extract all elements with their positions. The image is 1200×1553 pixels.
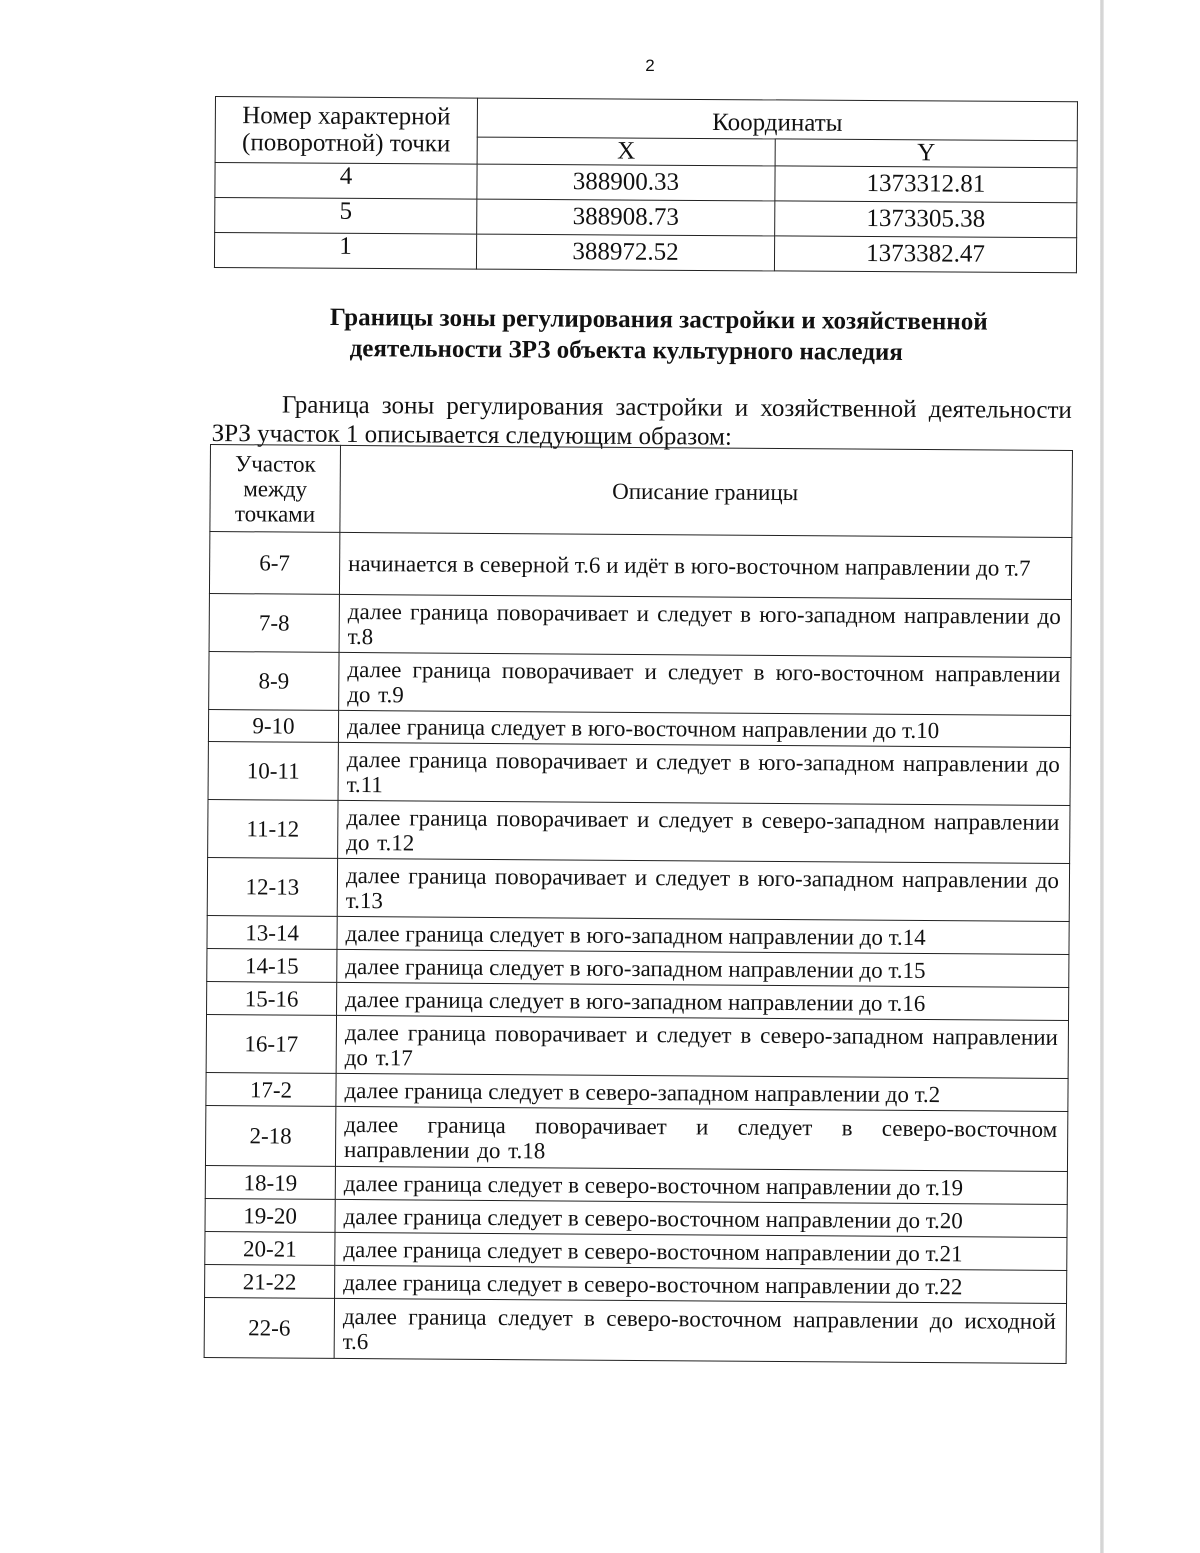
table-row: [209, 651, 1071, 715]
table-row: [204, 1297, 1066, 1363]
intro-line-1: Граница зоны регулирования застройки и хозяйственной деятельности: [281, 391, 1072, 425]
point-number: 1: [214, 233, 476, 270]
page-number: 2: [645, 56, 655, 75]
segment-label: 8-9: [209, 651, 339, 710]
segment-label: 15-16: [207, 981, 337, 1015]
coordinate-y: 1373382.47: [774, 236, 1076, 273]
table-row: [215, 198, 1077, 238]
point-number: 5: [215, 198, 477, 235]
table-row: [215, 163, 1077, 203]
column-header-y: Y: [775, 139, 1077, 168]
section-heading-line-1: Границы зоны регулирования застройки и хозяйственной: [329, 303, 988, 336]
table-row: [205, 1105, 1067, 1171]
segment-description: далее граница следует в юго-западном направлении до т.16: [337, 982, 1069, 1020]
segment-label: 10-11: [208, 741, 338, 800]
table-row: [208, 741, 1070, 805]
segment-description: далее граница поворачивает и следует в северо-восточном направлении до т.18: [335, 1106, 1067, 1171]
segment-label: 21-22: [205, 1264, 335, 1298]
coordinate-x: 388972.52: [476, 234, 774, 271]
coordinate-x: 388900.33: [477, 164, 775, 201]
column-header-point: Номер характерной (поворотной) точки: [215, 97, 477, 165]
segment-description: далее граница следует в северо-восточном направлении до т.22: [335, 1265, 1067, 1303]
section-heading-line-2: деятельности ЗРЗ объекта культурного наследия: [349, 335, 903, 366]
column-header-segment: Участок между точками: [210, 445, 341, 533]
segment-description: далее граница следует в северо-восточном направлении до исходной т.6: [334, 1298, 1066, 1363]
segment-description: далее граница следует в юго-восточном направлении до т.10: [338, 710, 1070, 747]
segment-description: далее граница поворачивает и следует в юго-восточном направлении до т.9: [339, 652, 1071, 715]
coordinate-x: 388908.73: [477, 199, 775, 236]
segment-label: 19-20: [205, 1198, 335, 1232]
scan-edge-shadow: [1100, 0, 1104, 1553]
segment-label: 6-7: [209, 532, 339, 595]
table-row: [209, 532, 1071, 600]
point-number: 4: [215, 163, 477, 200]
segment-description: далее граница следует в северо-западном направлении до т.2: [336, 1073, 1068, 1111]
boundary-table: [204, 444, 1073, 1364]
segment-label: 13-14: [207, 915, 337, 949]
segment-label: 17-2: [206, 1072, 336, 1106]
table-row: [209, 593, 1071, 657]
segment-description: далее граница следует в северо-восточном направлении до т.21: [335, 1232, 1067, 1270]
coordinate-y: 1373305.38: [775, 201, 1077, 238]
table-row: [207, 857, 1069, 921]
segment-description: далее граница следует в северо-восточном направлении до т.19: [335, 1166, 1067, 1204]
segment-description: далее граница поворачивает и следует в северо-западном направлении до т.12: [338, 800, 1070, 863]
section-heading: [330, 302, 1030, 369]
segment-description: далее граница поворачивает и следует в юго-западном направлении до т.13: [337, 858, 1069, 921]
column-header-x: X: [477, 137, 775, 166]
segment-label: 16-17: [206, 1014, 336, 1073]
coordinate-y: 1373312.81: [775, 166, 1077, 203]
segment-description: начинается в северной т.6 и идёт в юго-восточном направлении до т.7: [339, 532, 1071, 599]
intro-line-2: ЗРЗ участок 1 описывается следующим образом:: [211, 419, 732, 451]
segment-label: 20-21: [205, 1231, 335, 1265]
table-row: [214, 233, 1076, 273]
column-header-description: Описание границы: [340, 445, 1073, 537]
segment-label: 22-6: [204, 1297, 334, 1358]
coordinates-table: [214, 96, 1078, 274]
segment-description: далее граница поворачивает и следует в юго-западном направлении до т.11: [338, 742, 1070, 805]
table-row: [208, 799, 1070, 863]
segment-description: далее граница поворачивает и следует в северо-западном направлении до т.17: [336, 1015, 1068, 1078]
segment-label: 12-13: [207, 857, 337, 916]
column-header-coordinates: Координаты: [477, 98, 1077, 141]
segment-label: 7-8: [209, 593, 339, 652]
segment-label: 11-12: [208, 799, 338, 858]
segment-label: 14-15: [207, 948, 337, 982]
segment-description: далее граница поворачивает и следует в юго-западном направлении до т.8: [339, 594, 1071, 657]
table-row: [206, 1014, 1068, 1078]
segment-label: 2-18: [205, 1105, 335, 1166]
segment-description: далее граница следует в северо-восточном направлении до т.20: [335, 1199, 1067, 1237]
segment-description: далее граница следует в юго-западном направлении до т.15: [337, 949, 1069, 987]
segment-label: 9-10: [208, 709, 338, 742]
segment-description: далее граница следует в юго-западном направлении до т.14: [337, 916, 1069, 954]
segment-label: 18-19: [205, 1165, 335, 1199]
